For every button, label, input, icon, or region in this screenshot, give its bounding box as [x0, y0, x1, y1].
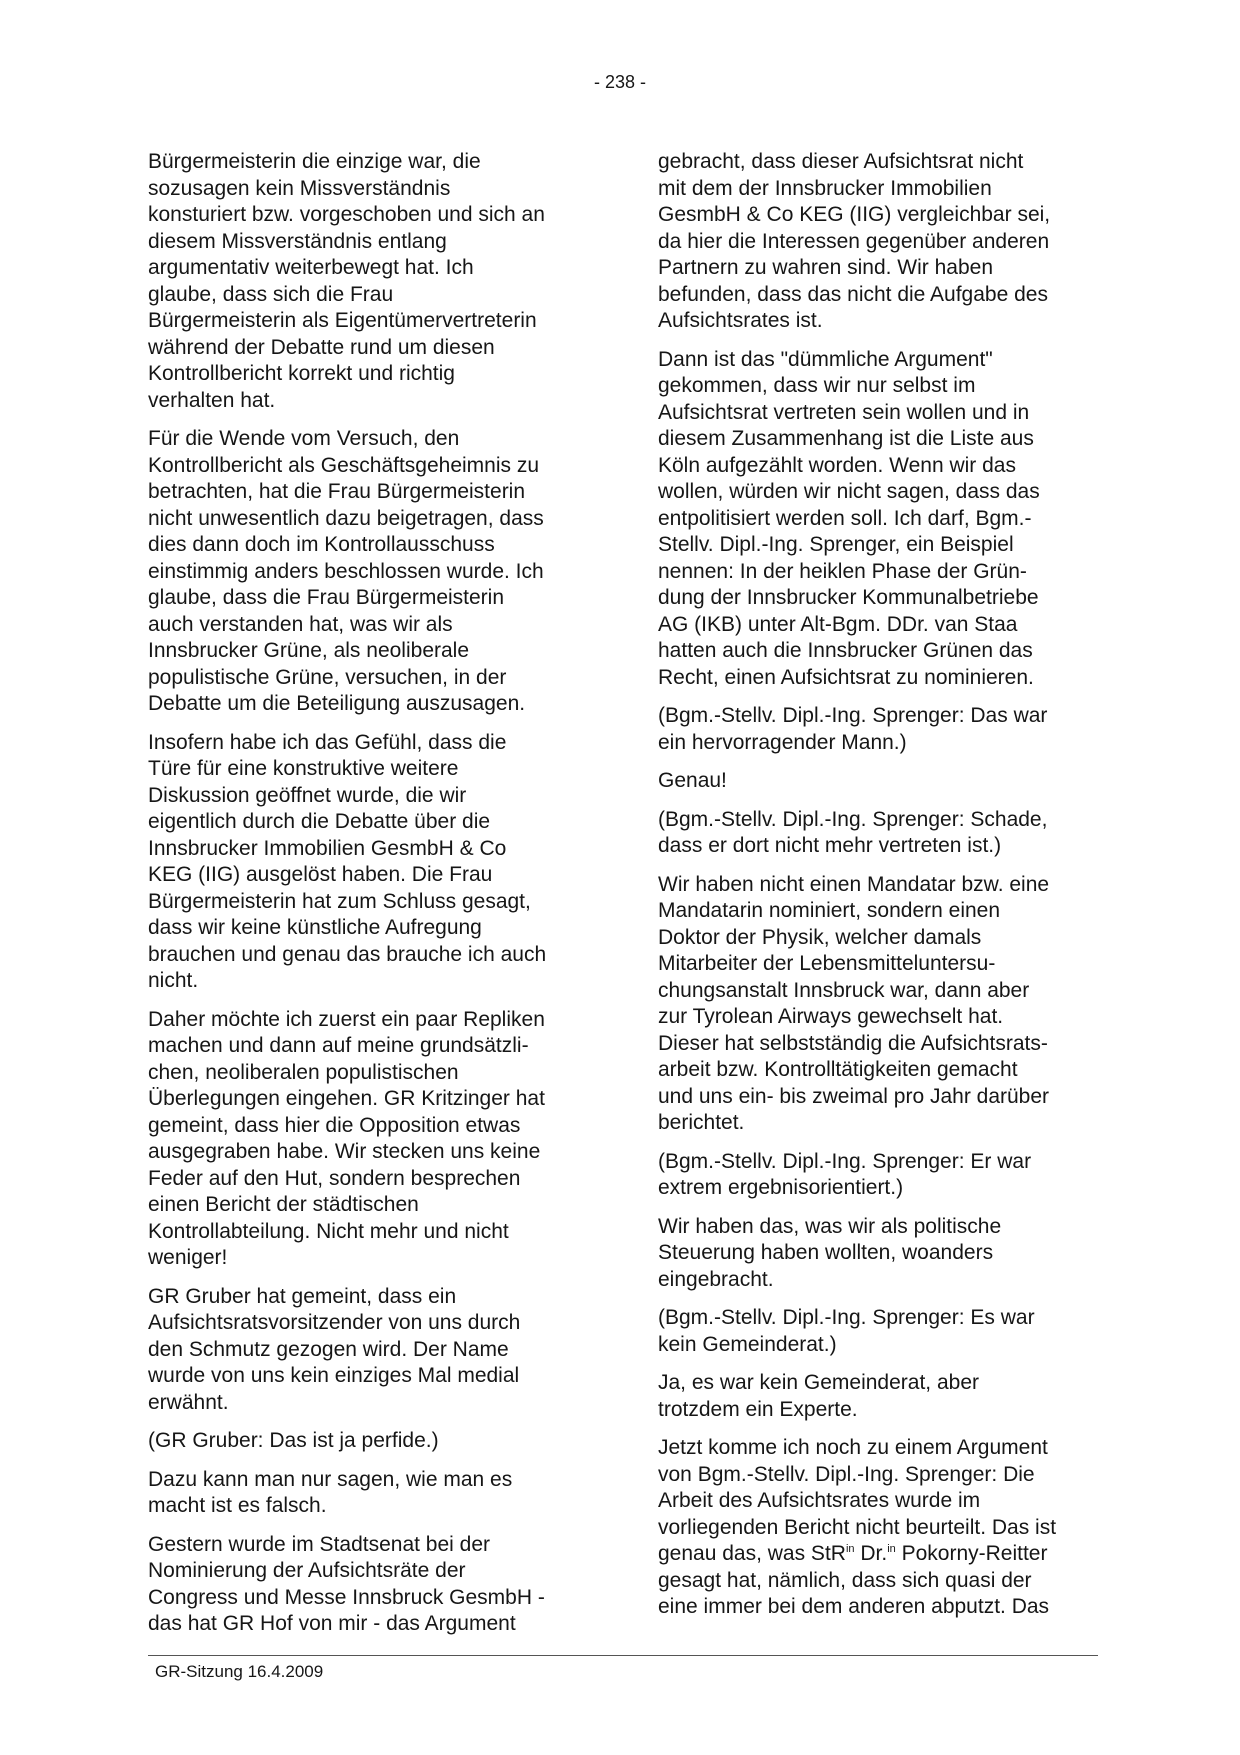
- paragraph: gebracht, dass dieser Aufsichtsrat nicht mit dem der Innsbrucker Immobilien GesmbH & Co KEG (IIG) vergleichbar sei, da hier die Interessen gegenüber anderen Partnern zu wahren sind. Wir haben befunden, dass das nicht die Aufgabe des Aufsichtsrates ist.: [658, 150, 1051, 332]
- text-segment: Pokorny-Reitter gesagt hat, nämlich, dass sich quasi der eine immer bei dem anderen abputzt. Das: [658, 1542, 1050, 1618]
- paragraph: Dann ist das "dümmliche Argument" gekommen, dass wir nur selbst im Aufsichtsrat vertreten sein wollen und in diesem Zusammenhang ist die Liste aus Köln aufgezählt worden. Wenn wir das wollen, würden wir nicht sagen, dass das entpolitisiert werden soll. Ich darf, Bgm.- Stellv. Dipl.-Ing. Sprenger, ein Beispiel nennen: In der heiklen Phase der Grün- dung der Innsbrucker Kommunalbetriebe AG (IKB) unter Alt-Bgm. DDr. van Staa hatten auch die Innsbrucker Grünen das Recht, einen Aufsichtsrat zu nominieren.: [658, 347, 1040, 689]
- paragraph: Bürgermeisterin die einzige war, die sozusagen kein Missverständnis konsturiert bzw. vorgeschoben und sich an diesem Missverständnis entlang argumentativ weiterbewegt hat. Ich glaube, dass sich die Frau Bürgermeisterin als Eigentümervertreterin während der Debatte rund um diesen Kontrollbericht korrekt und richtig verhalten hat.: [148, 150, 545, 412]
- footer-text: GR-Sitzung 16.4.2009: [155, 1662, 324, 1681]
- left-column: [148, 149, 588, 1650]
- interjection: (Bgm.-Stellv. Dipl.-Ing. Sprenger: Er war extrem ergebnisorientiert.): [658, 1149, 1032, 1199]
- paragraph: Genau!: [658, 769, 727, 792]
- paragraph: Insofern habe ich das Gefühl, dass die Türe für eine konstruktive weitere Diskussion geöffnet wurde, die wir eigentlich durch die Debatte über die Innsbrucker Immobilien GesmbH & Co KEG (IIG) ausgelöst haben. Die Frau Bürgermeisterin hat zum Schluss gesagt, dass wir keine künstliche Aufregung brauchen und genau das brauche ich auch nicht.: [148, 730, 547, 992]
- paragraph: Wir haben das, was wir als politische Steuerung haben wollten, woanders eingebracht.: [658, 1214, 1002, 1291]
- right-column: [658, 149, 1098, 1633]
- footer-divider: [148, 1655, 1098, 1656]
- paragraph: Wir haben nicht einen Mandatar bzw. eine Mandatarin nominiert, sondern einen Doktor der Physik, welcher damals Mitarbeiter der Lebensmitteluntersu- chungsanstalt Innsbruck war, dann aber zur Tyrolean Airways gewechselt hat. Dieser hat selbstständig die Aufsichtsrats- arbeit bzw. Kontrolltätigkeiten gemacht und uns ein- bis zweimal pro Jahr darüber berichtet.: [658, 872, 1050, 1134]
- text-segment: Jetzt komme ich noch zu einem Argument von Bgm.-Stellv. Dipl.-Ing. Sprenger: Die Arbeit des Aufsichtsrates wurde im vorliegenden Bericht nicht beurteilt. Das ist genau das, was StR: [658, 1436, 1057, 1565]
- page-number: - 238 -: [593, 72, 647, 92]
- text-segment: Dr.: [854, 1542, 888, 1565]
- interjection: (Bgm.-Stellv. Dipl.-Ing. Sprenger: Das war ein hervorragender Mann.): [658, 704, 1048, 754]
- paragraph: Für die Wende vom Versuch, den Kontrollbericht als Geschäftsgeheimnis zu betrachten, hat die Frau Bürgermeisterin nicht unwesentlich dazu beigetragen, dass dies dann doch im Kontrollausschuss einstimmig anders beschlossen wurde. Ich glaube, dass die Frau Bürgermeisterin auch verstanden hat, was wir als Innsbrucker Grüne, als neoliberale populistische Grüne, versuchen, in der Debatte um die Beteiligung auszusagen.: [148, 427, 544, 715]
- superscript: in: [845, 1543, 855, 1555]
- paragraph-last: [658, 1435, 1098, 1621]
- interjection: (GR Gruber: Das ist ja perfide.): [148, 1429, 439, 1452]
- paragraph: Ja, es war kein Gemeinderat, aber trotzdem ein Experte.: [658, 1371, 979, 1421]
- interjection: (Bgm.-Stellv. Dipl.-Ing. Sprenger: Es war kein Gemeinderat.): [658, 1306, 1035, 1356]
- paragraph: Dazu kann man nur sagen, wie man es macht ist es falsch.: [148, 1467, 513, 1517]
- interjection: (Bgm.-Stellv. Dipl.-Ing. Sprenger: Schade, dass er dort nicht mehr vertreten ist.): [658, 807, 1048, 857]
- superscript: in: [887, 1543, 896, 1555]
- paragraph: Gestern wurde im Stadtsenat bei der Nominierung der Aufsichtsräte der Congress und Messe Innsbruck GesmbH - das hat GR Hof von mir - das Argument: [148, 1532, 545, 1635]
- paragraph: Daher möchte ich zuerst ein paar Repliken machen und dann auf meine grundsätzli- chen, neoliberalen populistischen Überlegungen eingehen. GR Kritzinger hat gemeint, dass hier die Opposition etwas ausgegraben habe. Wir stecken uns keine Feder auf den Hut, sondern besprechen einen Bericht der städtischen Kontrollabteilung. Nicht mehr und nicht weniger!: [148, 1007, 545, 1269]
- paragraph: GR Gruber hat gemeint, dass ein Aufsichtsratsvorsitzender von uns durch den Schmutz gezogen wird. Der Name wurde von uns kein einziges Mal medial erwähnt.: [148, 1284, 521, 1414]
